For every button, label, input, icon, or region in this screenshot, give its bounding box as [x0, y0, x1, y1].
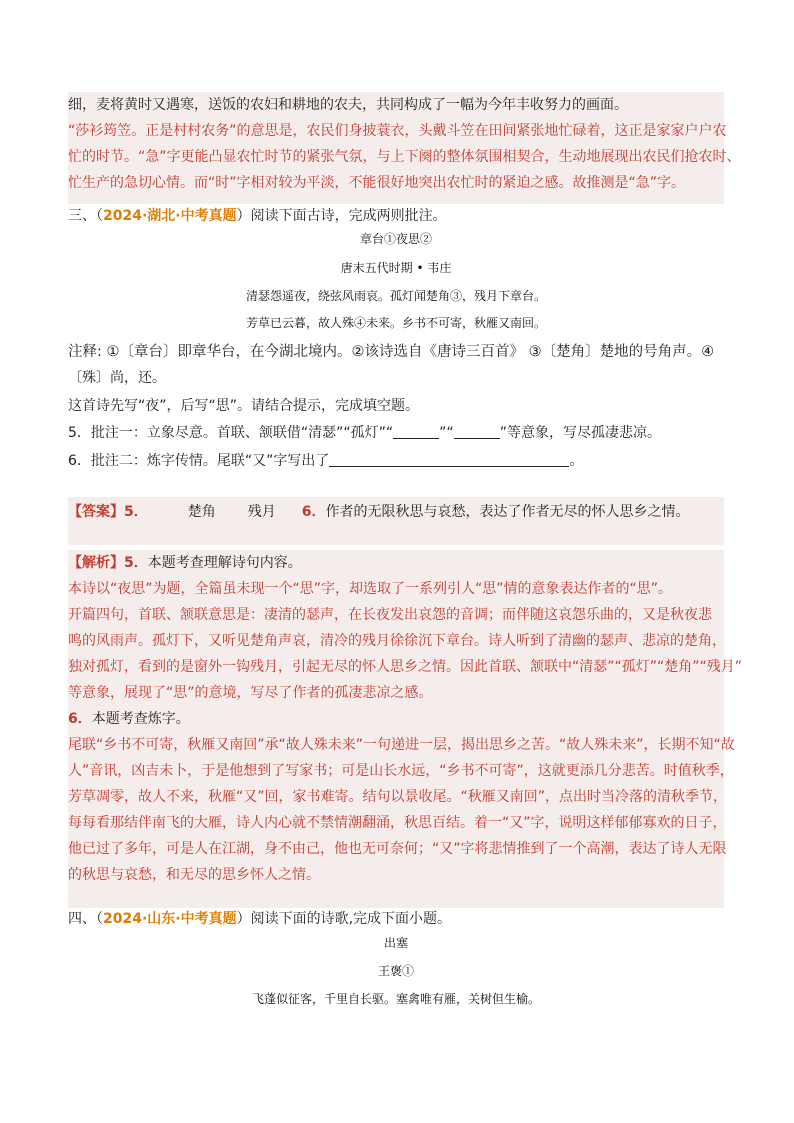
analysis-para-3-line-2: 人”音讯，凶吉未卜，于是他想到了写家书；可是山长水远，“乡书不可寄”，这就更添几分悲苦。时值秋季，	[68, 763, 734, 779]
analysis-6-tag: 6．	[68, 711, 92, 727]
analysis-tag: 【解析】5．	[68, 555, 148, 571]
prev-analysis-line-3: 忙的时节。“急”字更能凸显农忙时节的紧张气氛，与上下阕的整体氛围相契合，生动地展现出农民们抢农时、	[68, 149, 741, 165]
poem-2-line-1: 飞蓬似征客，千里自长驱。塞禽唯有雁，关树但生榆。	[251, 992, 540, 1006]
answer-block	[68, 497, 724, 545]
answer-blank-3[interactable]	[329, 452, 569, 467]
analysis-5-title: 本题考查理解诗句内容。	[147, 555, 302, 571]
answer-5-2: 残月	[247, 504, 276, 520]
question-6: 6．批注二：炼字传情。尾联“又”字写出了 。	[68, 453, 584, 469]
analysis-para-1: 本诗以“夜思”为题，全篇虽未现一个“思”字，却选取了一系列引人“思”情的意象表达作者的“思”。	[68, 581, 673, 597]
analysis-block	[68, 550, 743, 908]
analysis-6-title: 本题考查炼字。	[91, 711, 190, 727]
poem-notes-line-1: 注释: ①〔章台〕即章华台，在今湖北境内。②该诗选自《唐诗三百首》 ③〔楚角〕楚地的号角声。④	[68, 344, 715, 360]
analysis-para-3-line-3: 芳草凋零，故人不来，秋雁“又”回，家书难寄。结句以景收尾。“秋雁又南回”，点出时当冷落的清秋季节，	[68, 789, 728, 805]
poem-author: 唐末五代时期 • 韦庄	[340, 261, 452, 275]
analysis-para-2-line-1: 开篇四句，首联、颔联意思是：凄清的瑟声，在长夜发出哀怨的音调；而伴随这哀怨乐曲的，又是秋夜悲	[68, 607, 712, 623]
section-4-source: 2024·山东·中考真题	[103, 911, 237, 927]
prev-analysis-line-4: 忙生产的急切心情。而“时”字相对较为平淡，不能很好地突出农忙时的紧迫之感。故推测是“急”字。	[68, 175, 686, 191]
poem-title: 章台①夜思②	[359, 232, 432, 246]
answer-5-1: 楚角	[187, 504, 216, 520]
poem-notes	[68, 339, 724, 391]
section-3-source: 2024·湖北·中考真题	[103, 208, 237, 224]
poem-2-title: 出塞	[383, 936, 408, 950]
answer-6: 作者的无限秋思与哀愁，表达了作者无尽的怀人思乡之情。	[325, 504, 690, 520]
analysis-para-3-line-1: 尾联“乡书不可寄，秋雁又南回”承“故人殊未来”一句递进一层，揭出思乡之苦。“故人殊未来”，长期不知“故	[68, 737, 735, 753]
prev-analysis-line-1: 细，麦将黄时又遇寒，送饭的农妇和耕地的农夫，共同构成了一幅为今年丰收努力的画面。	[68, 97, 628, 113]
answer-blank-2[interactable]	[454, 424, 500, 439]
answer-tag: 【答案】5．	[68, 504, 148, 520]
instructions: 这首诗先写“夜”，后写“思”。请结合提示，完成填空题。	[68, 398, 420, 414]
analysis-para-2-line-2: 鸣的风雨声。孤灯下，又听见楚角声哀，清冷的残月徐徐沉下章台。诗人听到了清幽的瑟声、悲凉的楚角，	[68, 633, 726, 649]
analysis-para-3-line-5: 他已过了多年，可是人在江湖，身不由己，他也无可奈何；“又”字将悲情推到了一个高潮，表达了诗人无限	[68, 841, 727, 857]
answer-6-num: 6．	[301, 504, 326, 520]
prev-analysis-line-2: “莎衫筠笠。正是村村农务”的意思是，农民们身披蓑衣，头戴斗笠在田间紧张地忙碌着，这正是家家户户农	[68, 123, 727, 139]
section-3-heading: 三、（2024·湖北·中考真题）阅读下面古诗，完成两则批注。	[68, 208, 447, 224]
analysis-para-2-line-4: 等意象，展现了“思”的意境，写尽了作者的孤凄悲凉之感。	[68, 685, 433, 701]
analysis-para-3-line-6: 的秋思与哀愁，和无尽的思乡怀人之情。	[68, 867, 320, 883]
poem-2-author: 王褒①	[377, 964, 414, 978]
answer-blank-1[interactable]	[393, 424, 439, 439]
section-4-heading: 四、（2024·山东·中考真题）阅读下面的诗歌,完成下面小题。	[68, 911, 452, 927]
question-5: 5．批注一：立象尽意。首联、颔联借“清瑟”“孤灯”“ ”“ ”等意象，写尽孤凄悲凉。	[68, 425, 661, 441]
analysis-para-2-line-3: 独对孤灯，看到的是窗外一钩残月，引起无尽的怀人思乡之情。因此首联、颔联中“清瑟”“孤灯”“楚角”“残月”	[68, 659, 743, 675]
analysis-para-3-line-4: 每每看那结伴南飞的大雁，诗人内心就不禁情潮翻涌，秋思百结。着一“又”字，说明这样郁郁寡欢的日子，	[68, 815, 727, 831]
prev-analysis-block	[68, 92, 741, 204]
poem-line-1: 清瑟怨遥夜，绕弦风雨哀。孤灯闻楚角③，残月下章台。	[245, 289, 546, 303]
poem-line-2: 芳草已云暮，故人殊④未来。乡书不可寄，秋雁又南回。	[245, 316, 546, 330]
poem-notes-line-2: 〔殊〕尚，还。	[68, 370, 166, 386]
